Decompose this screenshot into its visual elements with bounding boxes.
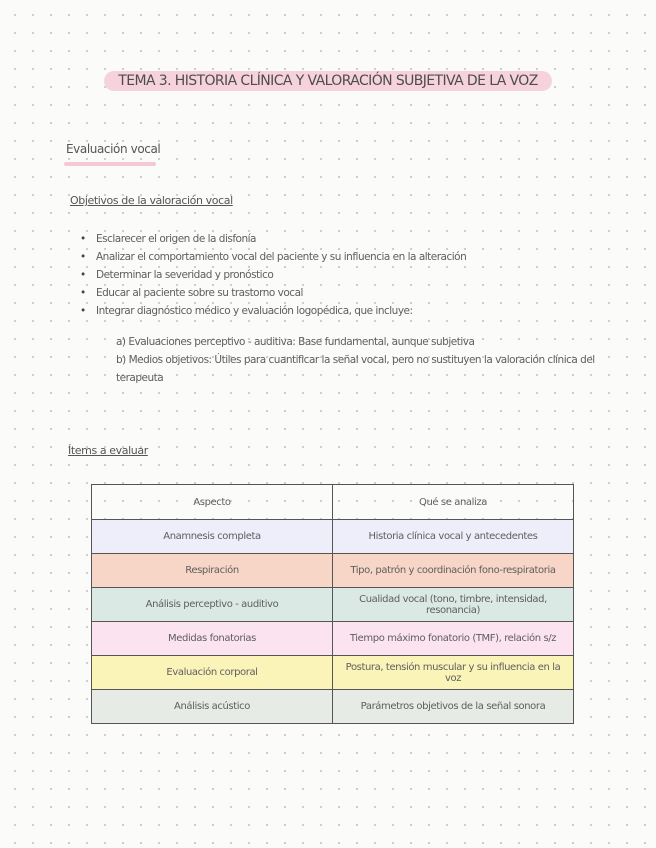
cell-aspecto: Medidas fonatorias (92, 622, 333, 656)
sub-item-b: b) Medios objetivos: Útiles para cuantificar la señal vocal, pero no sustituyen la valoración clínica del terapeuta (116, 354, 595, 384)
cell-aspecto: Evaluación corporal (92, 656, 333, 690)
column-header-analiza: Qué se analiza (333, 485, 574, 520)
title-wrapper (0, 70, 656, 91)
objectives-list (80, 230, 466, 320)
table-header-row (92, 485, 574, 520)
cell-analiza: Tiempo máximo fonatorio (TMF), relación s/z (333, 622, 574, 656)
evaluation-table (91, 484, 574, 724)
cell-analiza: Historia clínica vocal y antecedentes (333, 520, 574, 554)
objective-item: • Integrar diagnóstico médico y evaluación logopédica, que incluye: (80, 302, 466, 320)
highlight-underline (64, 162, 156, 166)
cell-analiza: Parámetros objetivos de la señal sonora (333, 690, 574, 724)
column-header-aspecto: Aspecto (92, 485, 333, 520)
table-row (92, 520, 574, 554)
cell-analiza: Cualidad vocal (tono, timbre, intensidad, resonancia) (333, 588, 574, 622)
page-title: TEMA 3. HISTORIA CLÍNICA Y VALORACIÓN SUBJETIVA DE LA VOZ (104, 71, 551, 91)
table-row (92, 588, 574, 622)
items-heading: Ítems a evaluar (68, 444, 148, 457)
cell-analiza: Tipo, patrón y coordinación fono-respiratoria (333, 554, 574, 588)
cell-aspecto: Análisis acústico (92, 690, 333, 724)
cell-aspecto: Anamnesis completa (92, 520, 333, 554)
objetivos-heading: Objetivos de la valoración vocal (70, 194, 233, 207)
section-heading-evaluacion: Evaluación vocal (66, 142, 161, 156)
cell-analiza: Postura, tensión muscular y su influencia en la voz (333, 656, 574, 690)
sub-item-a: a) Evaluaciones perceptivo - auditiva: Base fundamental, aunque subjetiva (116, 336, 475, 348)
objective-item: • Analizar el comportamiento vocal del paciente y su influencia en la alteración (80, 248, 466, 266)
objective-item: • Educar al paciente sobre su trastorno vocal (80, 284, 466, 302)
table-row (92, 690, 574, 724)
objective-item: • Determinar la severidad y pronóstico (80, 266, 466, 284)
table-row (92, 622, 574, 656)
table-row (92, 554, 574, 588)
cell-aspecto: Respiración (92, 554, 333, 588)
cell-aspecto: Análisis perceptivo - auditivo (92, 588, 333, 622)
table-row (92, 656, 574, 690)
objective-item: • Esclarecer el origen de la disfonía (80, 230, 466, 248)
sub-items (116, 333, 606, 387)
